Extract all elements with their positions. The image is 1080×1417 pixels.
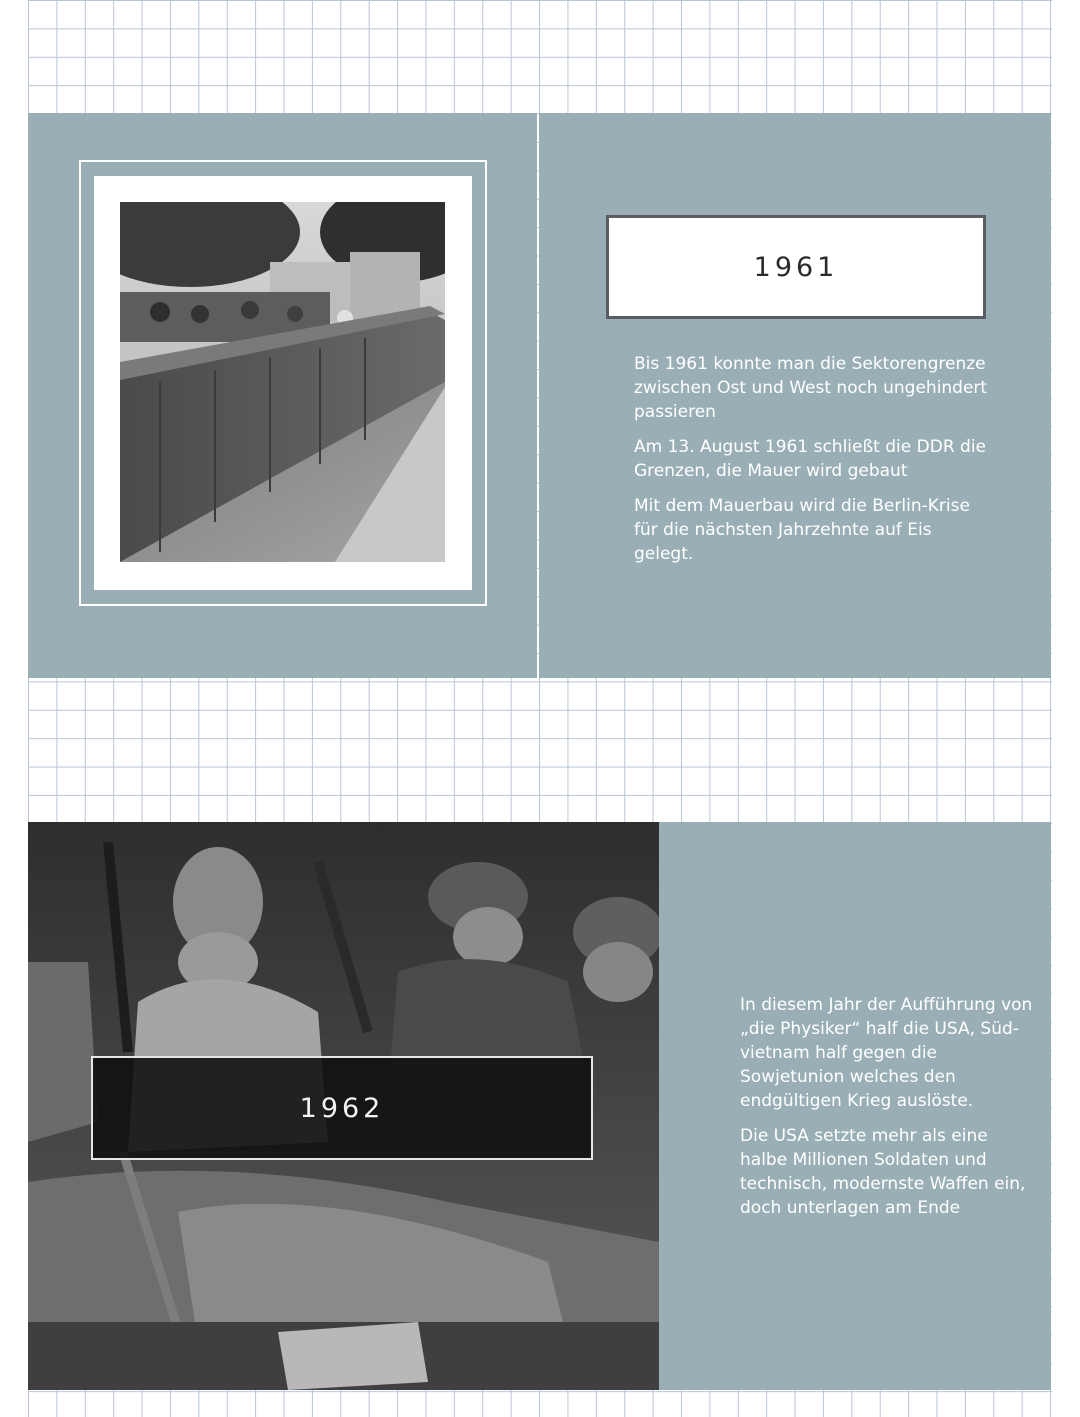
paragraph: Die USA setzte mehr als eine halbe Millionen Soldaten und technisch, modernste Waffen ein, doch unterlagen am Ende — [740, 1126, 1026, 1218]
year-label-1961: 1961 — [753, 251, 839, 283]
year-box-1962 — [91, 1056, 593, 1160]
text-block-1962 — [740, 993, 1040, 1231]
paragraph: Mit dem Mauerbau wird die Berlin-Krise für die nächsten Jahrzehnte auf Eis gelegt. — [634, 496, 970, 564]
year-box-1961 — [606, 215, 986, 319]
paragraph: Am 13. August 1961 schließt die DDR die Grenzen, die Mauer wird gebaut — [634, 437, 987, 481]
berlin-wall-photo — [120, 202, 445, 562]
paragraph: Bis 1961 konnte man die Sektorengrenze zwischen Ost und West noch ungehindert passieren — [634, 354, 988, 422]
page-margin-right — [1052, 0, 1080, 1417]
page-margin-left — [0, 0, 28, 1417]
text-block-1961 — [634, 352, 994, 577]
year-label-1962: 1962 — [299, 1092, 385, 1124]
paragraph: In diesem Jahr der Aufführung von „die Physiker“ half die USA, Süd-vietnam half gegen die Sowjetunion welches den endgültigen Krieg auslöste. — [740, 995, 1033, 1111]
